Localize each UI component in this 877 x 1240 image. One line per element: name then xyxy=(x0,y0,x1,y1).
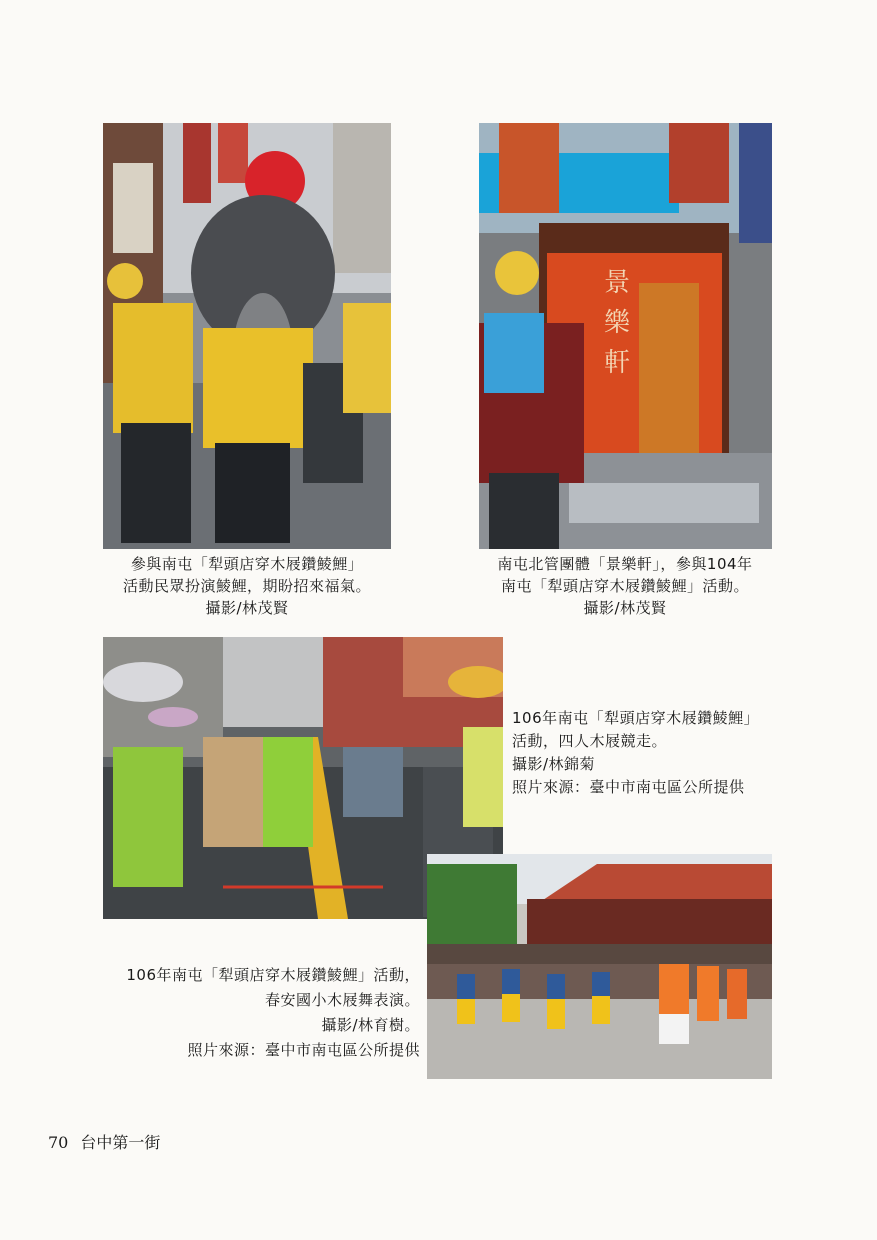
caption-line: 106年南屯「犁頭店穿木屐鑽鯪鯉」 xyxy=(512,709,760,727)
caption-line: 春安國小木屐舞表演。 xyxy=(264,991,420,1009)
caption-banner-troupe xyxy=(460,553,790,619)
book-title: 台中第一街 xyxy=(80,1133,161,1152)
caption-line: 南屯「犁頭店穿木屐鑽鯪鯉」活動。 xyxy=(500,577,749,595)
caption-line: 照片來源：臺中市南屯區公所提供 xyxy=(187,1041,420,1059)
photo-clog-dance xyxy=(427,854,772,1079)
caption-clog-race xyxy=(512,707,792,799)
photo-rat-costume xyxy=(103,123,391,549)
page-number: 70 xyxy=(48,1133,69,1152)
caption-line: 攝影/林錦菊 xyxy=(512,755,596,773)
page-footer xyxy=(48,1130,172,1153)
caption-line: 攝影/林育樹。 xyxy=(321,1016,420,1034)
caption-rat-costume xyxy=(83,553,411,619)
caption-line: 活動民眾扮演鯪鯉，期盼招來福氣。 xyxy=(122,577,371,595)
caption-line: 南屯北管團體「景樂軒」，參與104年 xyxy=(497,555,753,573)
caption-line: 活動，四人木屐競走。 xyxy=(512,732,668,750)
caption-clog-dance xyxy=(90,963,420,1063)
caption-line: 攝影/林茂賢 xyxy=(205,599,289,617)
caption-line: 106年南屯「犁頭店穿木屐鑽鯪鯉」活動， xyxy=(126,966,420,984)
caption-line: 攝影/林茂賢 xyxy=(583,599,667,617)
banner-text: 景樂軒 xyxy=(603,268,630,378)
caption-line: 參與南屯「犁頭店穿木屐鑽鯪鯉」 xyxy=(130,555,364,573)
caption-line: 照片來源：臺中市南屯區公所提供 xyxy=(512,778,745,796)
photo-banner-troupe xyxy=(479,123,772,549)
